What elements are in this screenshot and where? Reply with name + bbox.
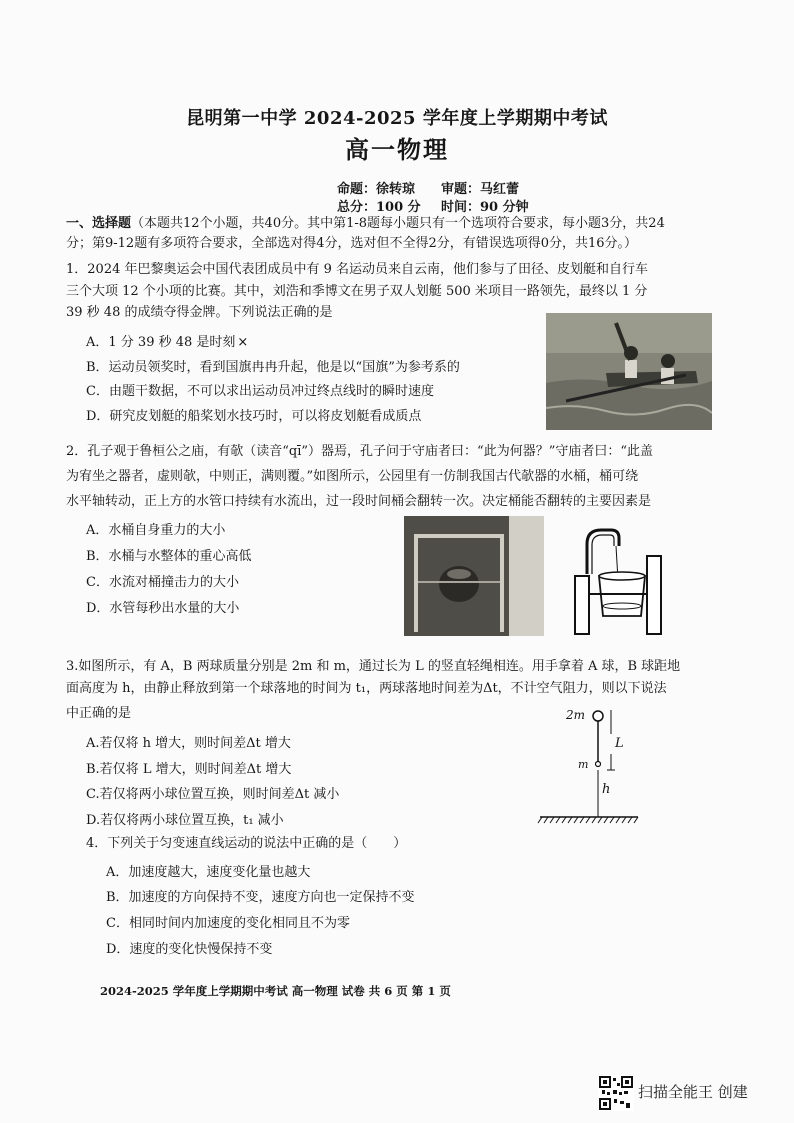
q4-option-a: A．加速度越大，速度变化量也越大 [106,865,311,880]
q4-option-c: C．相同时间内加速度的变化相同且不为零 [106,916,350,931]
q3-stem-line1: 3.如图所示，有 A，B 两球质量分别是 2m 和 m，通过长为 L 的竖直轻绳相连。用手拿着 A 球，B 球距地 [66,659,681,674]
q1-option-c: C．由题干数据，不可以求出运动员冲过终点线时的瞬时速度 [86,384,434,399]
section-intro-line2: 分；第9-12题有多项符合要求，全部选对得4分，选对但不全得2分，有错误选项得0分，共16分。） [66,236,638,251]
q3-option-c: C.若仅将两小球位置互换，则时间差Δt 减小 [86,787,340,802]
q4-option-b: B．加速度的方向保持不变，速度方向也一定保持不变 [106,890,415,905]
page-footer: 2024-2025 学年度上学期期中考试 高一物理 试卷 共 6 页 第 1 页 [100,984,451,998]
q4-stem: 4．下列关于匀变速直线运动的说法中正确的是（ ） [86,836,407,851]
q1-option-b: B．运动员领奖时，看到国旗冉冉升起，他是以“国旗”为参考系的 [86,360,460,375]
q1-option-d: D．研究皮划艇的船桨划水技巧时，可以将皮划艇看成质点 [86,409,422,424]
exam-school-title: 昆明第一中学 2024-2025 学年度上学期期中考试 [186,108,608,129]
section-intro-line1: 一、选择题（本题共12个小题，共40分。其中第1-8题每小题只有一个选项符合要求，每小题3分，共24 [66,216,665,231]
q2-option-a: A．水桶自身重力的大小 [86,523,226,538]
canoe-athletes-photo [546,313,712,430]
q2-stem-line3: 水平轴转动，正上方的水管口持续有水流出，过一段时间桶会翻转一次。决定桶能否翻转的主要因素是 [66,494,652,509]
scanner-watermark-text: 扫描全能王 创建 [638,1083,748,1101]
exam-subject-title: 高一物理 [345,135,449,164]
q2-stem-line1: 2．孔子观于鲁桓公之庙，有欹（读音“qī”）器焉，孔子问于守庙者曰：“此为何器？”守庙者曰：“此盖 [66,444,653,459]
q2-option-c: C．水流对桶撞击力的大小 [86,575,239,590]
handwritten-cross-mark: × [237,335,249,350]
q1-stem-line1: 1．2024 年巴黎奥运会中国代表团成员中有 9 名运动员来自云南，他们参与了田径、皮划艇和自行车 [66,262,649,277]
q2-option-d: D．水管每秒出水量的大小 [86,601,240,616]
q2-stem-line2: 为宥坐之器者，虚则欹，中则正，满则覆。”如图所示，公园里有一仿制我国古代欹器的水桶，桶可绕 [66,469,639,484]
setter-label: 命题：徐转琼 [337,182,416,197]
top-mass-label: 2m [566,708,586,722]
q1-option-a: A．1 分 39 秒 48 是时刻 × [86,335,249,350]
rope-length-label: L [615,736,624,751]
section-heading: 一、选择题 [66,216,132,231]
q3-option-b: B.若仅将 L 增大，则时间差Δt 增大 [86,762,292,777]
reviewer-label: 审题：马红蕾 [441,182,520,197]
height-label: h [602,782,611,797]
scanner-watermark [598,1073,794,1113]
q3-stem-line2: 面高度为 h，由静止释放到第一个球落地的时间为 t₁，两球落地时间差为Δt，不计空气阻力，则以下说法 [66,681,667,696]
bottom-mass-label: m [578,758,589,771]
q3-option-d: D.若仅将两小球位置互换，t₁ 减小 [86,813,284,828]
q2-option-b: B．水桶与水整体的重心高低 [86,549,252,564]
qr-code-icon [598,1075,634,1111]
q4-option-d: D．速度的变化快慢保持不变 [106,942,273,957]
q1-stem-line2: 三个大项 12 个小项的比赛。其中，刘浩和季博文在男子双人划艇 500 米项目一路领先，最终以 1 分 [66,284,648,299]
two-ball-rope-diagram [536,704,642,828]
bucket-diagram [565,524,675,636]
total-score: 总分：100 分 [337,200,421,215]
time-limit: 时间：90 分钟 [441,200,529,215]
q3-option-a: A.若仅将 h 增大，则时间差Δt 增大 [86,736,291,751]
tilting-vessel-photo [404,516,544,636]
q3-stem-line3: 中正确的是 [66,706,132,721]
q1-stem-line3: 39 秒 48 的成绩夺得金牌。下列说法正确的是 [66,305,333,320]
